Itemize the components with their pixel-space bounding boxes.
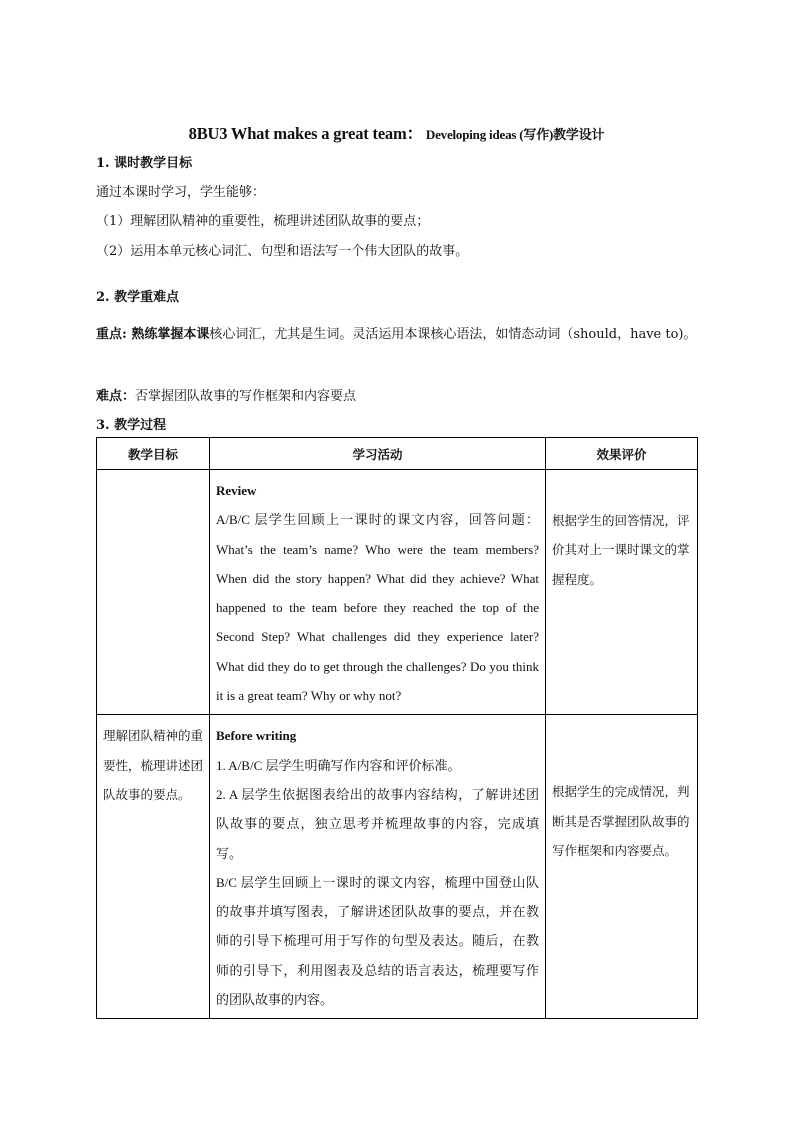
- activity-line: 2. A 层学生依据图表给出的故事内容结构，了解讲述团队故事的要点，独立思考并梳理故事的内容，完成填写。: [216, 786, 539, 861]
- difficulty-text: 否掌握团队故事的写作框架和内容要点: [135, 389, 357, 404]
- activity-content: [210, 470, 545, 714]
- column-header-activity: 学习活动: [210, 438, 546, 470]
- section-2-heading: 2. 教学重难点: [96, 290, 180, 305]
- difficulty-line: [96, 385, 356, 404]
- activity-line: 1. A/B/C 层学生明确写作内容和评价标准。: [216, 757, 461, 773]
- title-main: 8BU3 What makes a great team：: [188, 124, 423, 143]
- teaching-process-table: [96, 437, 698, 1019]
- key-point-text: 核心词汇，尤其是生词。灵活运用本课核心语法，如情态动词（should，have to)。: [209, 327, 697, 342]
- document-title: [0, 120, 793, 144]
- section-1-intro: 通过本课时学习，学生能够：: [96, 185, 266, 200]
- key-point-label: 重点:: [96, 327, 127, 342]
- table-header-row: [97, 438, 698, 470]
- activity-body: A/B/C 层学生回顾上一课时的课文内容，回答问题：What’s the team’s name? Who were the team members? When did the story happen? What did they achieve? What happened to the team before they reached the top of the Second Step? What challenges did they experience later? What did they do to get through the challenges? Do you think it is a great team? Why or why not?: [216, 512, 539, 704]
- table-row: [97, 715, 698, 1019]
- activity-heading: Before writing: [216, 728, 297, 744]
- goal-cell: [97, 470, 210, 715]
- activity-cell: [210, 470, 546, 715]
- column-header-goal: 教学目标: [97, 438, 210, 470]
- evaluation-cell: [546, 470, 698, 715]
- column-header-evaluation: 效果评价: [546, 438, 698, 470]
- evaluation-cell: [546, 715, 698, 1019]
- evaluation-text: 根据学生的回答情况，评价其对上一课时课文的掌握程度。: [552, 513, 690, 587]
- key-point-bold: 熟练掌握本课: [126, 327, 210, 342]
- section-1-heading: 1. 课时教学目标: [96, 156, 193, 171]
- activity-cell: [210, 715, 546, 1019]
- table-row: [97, 470, 698, 715]
- difficulty-label: 难点：: [96, 389, 136, 404]
- activity-heading: Review: [216, 483, 257, 498]
- goal-text: 理解团队精神的重要性，梳理讲述团队故事的要点。: [103, 728, 204, 802]
- goal-cell: [97, 715, 210, 1019]
- section-1-item-2: （2）运用本单元核心词汇、句型和语法写一个伟大团队的故事。: [96, 244, 469, 259]
- evaluation-text: 根据学生的完成情况，判断其是否掌握团队故事的写作框架和内容要点。: [552, 784, 690, 858]
- activity-line: B/C 层学生回顾上一课时的课文内容，梳理中国登山队的故事并填写图表，了解讲述团队故事的要点，并在教师的引导下梳理可用于写作的句型及表达。随后，在教师的引导下，利用图表及总结的语言表达，梳理要写作的团队故事的内容。: [216, 874, 539, 1008]
- title-sub: Developing ideas (写作)教学设计: [422, 127, 605, 142]
- key-point-paragraph: [96, 320, 698, 349]
- activity-content: [210, 715, 545, 1018]
- section-3-heading: 3. 教学过程: [96, 418, 167, 433]
- section-1-item-1: （1）理解团队精神的重要性，梳理讲述团队故事的要点；: [96, 214, 430, 229]
- goal-text: [97, 470, 209, 480]
